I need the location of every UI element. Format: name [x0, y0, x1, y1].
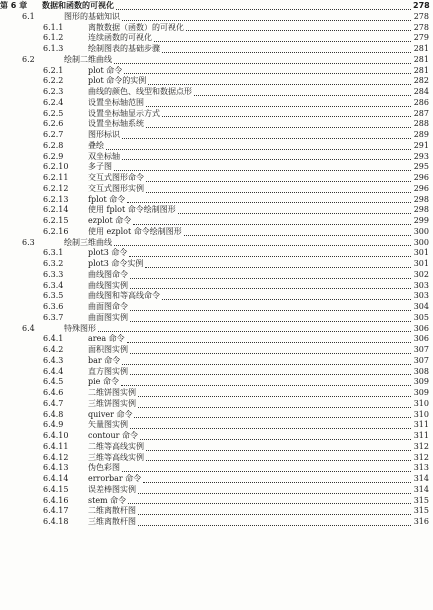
subsection-entry — [0, 173, 433, 184]
entry-page-number: 315 — [413, 506, 429, 516]
entry-title: 二维等高线实例 — [88, 441, 144, 451]
entry-number: 6.2.12 — [43, 183, 69, 193]
entry-number: 6.4.13 — [43, 463, 69, 473]
entry-number: 6.4.2 — [43, 345, 64, 354]
subsection-entry — [0, 152, 433, 163]
subsection-entry — [0, 442, 433, 453]
entry-page-number: 296 — [413, 183, 429, 193]
entry-page-number: 302 — [413, 269, 429, 279]
entry-page-number: 312 — [413, 441, 429, 451]
subsection-entry — [0, 485, 433, 496]
dot-leader — [114, 238, 411, 249]
subsection-entry — [0, 23, 433, 34]
entry-number: 6.1.1 — [43, 22, 64, 32]
entry-title: 曲线图实例 — [88, 280, 128, 290]
entry-page-number: 311 — [413, 420, 429, 430]
entry-title: 曲线图命令 — [88, 269, 128, 279]
entry-page-number: 307 — [413, 355, 429, 365]
dot-leader — [128, 496, 411, 507]
dot-leader — [138, 388, 411, 399]
dot-leader — [194, 87, 411, 98]
dot-leader — [138, 517, 411, 528]
entry-number: 6.4.18 — [43, 517, 69, 526]
entry-number: 6.2.5 — [43, 108, 64, 118]
entry-page-number: 296 — [413, 173, 429, 182]
entry-page-number: 303 — [413, 280, 429, 290]
entry-title: 图形的基础知识 — [64, 11, 120, 21]
dot-leader — [146, 453, 411, 464]
entry-title: contour 命令 — [88, 431, 138, 440]
entry-page-number: 281 — [413, 65, 429, 75]
entry-title: 图形标识 — [88, 130, 120, 139]
entry-number: 6.4.4 — [43, 366, 64, 376]
subsection-entry — [0, 162, 433, 173]
dot-leader — [121, 377, 411, 388]
entry-number: 6.3.3 — [43, 269, 64, 279]
dot-leader — [130, 270, 411, 281]
entry-number: 6.4.16 — [43, 495, 69, 505]
entry-title: 数据和函数的可视化 — [42, 1, 114, 10]
entry-number: 6.4.17 — [43, 506, 69, 516]
dot-leader — [134, 410, 411, 421]
entry-page-number: 279 — [413, 33, 429, 43]
entry-title: 面积图实例 — [88, 345, 128, 354]
subsection-entry — [0, 334, 433, 345]
entry-number: 6.2.1 — [43, 65, 64, 75]
subsection-entry — [0, 463, 433, 474]
entry-page-number: 291 — [413, 140, 429, 150]
dot-leader — [130, 281, 411, 292]
entry-title: plot 命令 — [88, 65, 123, 75]
dot-leader — [162, 44, 411, 55]
subsection-entry — [0, 119, 433, 130]
entry-number: 6.4.15 — [43, 484, 69, 494]
entry-page-number: 301 — [413, 248, 429, 258]
entry-page-number: 284 — [413, 87, 429, 96]
section-entry — [0, 324, 433, 335]
subsection-entry — [0, 517, 433, 528]
entry-number: 6.2.16 — [43, 226, 69, 236]
subsection-entry — [0, 453, 433, 464]
entry-title: 交互式图形实例 — [88, 183, 144, 193]
entry-page-number: 315 — [413, 495, 429, 505]
subsection-entry — [0, 66, 433, 77]
dot-leader — [184, 227, 411, 238]
entry-title: pie 命令 — [88, 377, 119, 387]
entry-title: 设置坐标轴显示方式 — [88, 108, 160, 118]
entry-page-number: 314 — [413, 474, 429, 483]
entry-page-number: 309 — [413, 377, 429, 387]
entry-number: 6.2.11 — [43, 173, 69, 182]
subsection-entry — [0, 87, 433, 98]
dot-leader — [122, 130, 411, 141]
entry-page-number: 310 — [413, 409, 429, 419]
section-entry — [0, 12, 433, 23]
entry-title: 直方图实例 — [88, 366, 128, 376]
entry-title: fplot 命令 — [88, 194, 126, 204]
entry-title: 连续函数的可视化 — [88, 33, 152, 43]
dot-leader — [106, 141, 411, 152]
dot-leader — [130, 302, 411, 313]
dot-leader — [146, 98, 411, 109]
subsection-entry — [0, 356, 433, 367]
subsection-entry — [0, 367, 433, 378]
entry-title: 伪色彩图 — [88, 463, 120, 473]
dot-leader — [146, 442, 411, 453]
dot-leader — [122, 12, 411, 23]
dot-leader — [98, 324, 411, 335]
entry-title: 离散数据（函数）的可视化 — [88, 22, 184, 32]
dot-leader — [138, 485, 411, 496]
dot-leader — [145, 259, 411, 270]
entry-page-number: 295 — [413, 162, 429, 172]
entry-title: 绘制图表的基础步骤 — [88, 44, 160, 53]
section-entry — [0, 238, 433, 249]
entry-title: plot3 命令实例 — [88, 259, 144, 268]
entry-page-number: 305 — [413, 312, 429, 322]
dot-leader — [122, 152, 411, 163]
dot-leader — [140, 431, 411, 442]
entry-page-number: 286 — [413, 97, 429, 107]
entry-number: 第 6 章 — [0, 1, 28, 10]
entry-number: 6.4.14 — [43, 474, 69, 483]
entry-title: 三维离散杆图 — [88, 517, 136, 526]
entry-title: plot3 命令 — [88, 248, 128, 258]
subsection-entry — [0, 227, 433, 238]
dot-leader — [162, 291, 411, 302]
entry-number: 6.4.5 — [43, 377, 64, 387]
subsection-entry — [0, 98, 433, 109]
entry-page-number: 278 — [413, 22, 429, 32]
subsection-entry — [0, 109, 433, 120]
subsection-entry — [0, 248, 433, 259]
entry-number: 6.2.3 — [43, 87, 64, 96]
entry-number: 6.3.6 — [43, 302, 64, 311]
table-of-contents — [0, 1, 433, 528]
subsection-entry — [0, 44, 433, 55]
section-entry — [0, 55, 433, 66]
entry-page-number: 301 — [413, 259, 429, 268]
entry-page-number: 310 — [413, 398, 429, 408]
entry-page-number: 311 — [413, 431, 429, 440]
dot-leader — [146, 119, 411, 130]
entry-page-number: 288 — [413, 119, 429, 129]
entry-title: quiver 命令 — [88, 409, 133, 419]
entry-number: 6.2 — [22, 54, 35, 64]
subsection-entry — [0, 420, 433, 431]
dot-leader — [138, 506, 411, 517]
entry-number: 6.2.8 — [43, 140, 64, 150]
entry-page-number: 307 — [413, 345, 429, 354]
subsection-entry — [0, 216, 433, 227]
entry-title: 绘制三维曲线 — [64, 237, 112, 247]
entry-title: 特殊图形 — [64, 323, 96, 333]
entry-number: 6.2.9 — [43, 151, 64, 161]
dot-leader — [114, 162, 411, 173]
entry-page-number: 300 — [413, 237, 429, 247]
dot-leader — [178, 205, 411, 216]
subsection-entry — [0, 270, 433, 281]
entry-number: 6.4.12 — [43, 452, 69, 462]
entry-title: 交互式图形命令 — [88, 173, 144, 182]
chapter-entry — [0, 1, 433, 12]
subsection-entry — [0, 184, 433, 195]
entry-page-number: 313 — [413, 463, 429, 473]
subsection-entry — [0, 130, 433, 141]
entry-title: errorbar 命令 — [88, 474, 142, 483]
subsection-entry — [0, 506, 433, 517]
entry-title: bar 命令 — [88, 355, 121, 365]
entry-number: 6.4.9 — [43, 420, 64, 430]
dot-leader — [143, 474, 411, 485]
entry-title: 三维饼图实例 — [88, 398, 136, 408]
entry-page-number: 278 — [413, 11, 429, 21]
dot-leader — [138, 399, 411, 410]
subsection-entry — [0, 474, 433, 485]
dot-leader — [154, 33, 411, 44]
entry-number: 6.4.11 — [43, 441, 69, 451]
entry-number: 6.3.1 — [43, 248, 64, 258]
entry-title: 曲线的颜色、线型和数据点形 — [88, 87, 192, 96]
subsection-entry — [0, 431, 433, 442]
entry-page-number: 304 — [413, 302, 429, 311]
dot-leader — [146, 184, 411, 195]
entry-page-number: 306 — [413, 334, 429, 344]
subsection-entry — [0, 205, 433, 216]
entry-title: 设置坐标轴系统 — [88, 119, 144, 129]
entry-page-number: 289 — [413, 130, 429, 139]
entry-title: 二维饼图实例 — [88, 388, 136, 397]
dot-leader — [124, 66, 411, 77]
dot-leader — [130, 367, 411, 378]
entry-number: 6.4 — [22, 323, 35, 333]
entry-page-number: 312 — [413, 452, 429, 462]
entry-page-number: 309 — [413, 388, 429, 397]
dot-leader — [130, 345, 411, 356]
dot-leader — [162, 109, 411, 120]
entry-page-number: 282 — [413, 76, 429, 86]
subsection-entry — [0, 345, 433, 356]
subsection-entry — [0, 302, 433, 313]
entry-title: 使用 fplot 命令绘制图形 — [88, 205, 176, 215]
subsection-entry — [0, 377, 433, 388]
entry-page-number: 303 — [413, 291, 429, 301]
subsection-entry — [0, 313, 433, 324]
entry-page-number: 316 — [413, 517, 429, 526]
entry-page-number: 287 — [413, 108, 429, 118]
dot-leader — [133, 216, 411, 227]
entry-number: 6.2.15 — [43, 216, 69, 225]
dot-leader — [130, 420, 411, 431]
entry-number: 6.2.2 — [43, 76, 64, 86]
entry-number: 6.3.5 — [43, 291, 64, 301]
entry-page-number: 293 — [413, 151, 429, 161]
subsection-entry — [0, 195, 433, 206]
entry-page-number: 300 — [413, 226, 429, 236]
entry-title: plot 命令的实例 — [88, 76, 147, 86]
entry-title: 绘制二维曲线 — [64, 54, 112, 64]
entry-number: 6.2.7 — [43, 130, 64, 139]
entry-title: 多子图 — [88, 162, 112, 172]
entry-number: 6.4.3 — [43, 355, 64, 365]
entry-title: ezplot 命令 — [88, 216, 132, 225]
entry-title: 双坐标轴 — [88, 151, 120, 161]
entry-number: 6.3.4 — [43, 280, 64, 290]
entry-number: 6.3.2 — [43, 259, 64, 268]
dot-leader — [127, 195, 411, 206]
entry-number: 6.1 — [22, 11, 35, 21]
entry-page-number: 299 — [413, 216, 429, 225]
entry-number: 6.2.13 — [43, 194, 69, 204]
subsection-entry — [0, 388, 433, 399]
entry-number: 6.3 — [22, 237, 35, 247]
entry-number: 6.3.7 — [43, 312, 64, 322]
subsection-entry — [0, 291, 433, 302]
entry-title: 曲面图实例 — [88, 312, 128, 322]
entry-number: 6.2.14 — [43, 205, 69, 215]
subsection-entry — [0, 141, 433, 152]
entry-title: 叠绘 — [88, 140, 104, 150]
entry-page-number: 308 — [413, 366, 429, 376]
subsection-entry — [0, 76, 433, 87]
subsection-entry — [0, 399, 433, 410]
entry-page-number: 281 — [413, 44, 429, 53]
dot-leader — [146, 173, 411, 184]
entry-page-number: 298 — [413, 194, 429, 204]
entry-page-number: 314 — [413, 484, 429, 494]
dot-leader — [116, 1, 411, 12]
dot-leader — [122, 463, 411, 474]
dot-leader — [122, 356, 411, 367]
entry-number: 6.4.1 — [43, 334, 64, 344]
entry-page-number: 306 — [413, 323, 429, 333]
dot-leader — [130, 313, 411, 324]
entry-title: 曲面图命令 — [88, 302, 128, 311]
entry-title: area 命令 — [88, 334, 125, 344]
entry-page-number: 278 — [413, 1, 430, 10]
dot-leader — [148, 76, 411, 87]
subsection-entry — [0, 281, 433, 292]
entry-title: 误差棒图实例 — [88, 484, 136, 494]
subsection-entry — [0, 259, 433, 270]
entry-title: 曲线图和等高线命令 — [88, 291, 160, 301]
subsection-entry — [0, 496, 433, 507]
entry-title: 使用 ezplot 命令绘制图形 — [88, 226, 182, 236]
subsection-entry — [0, 410, 433, 421]
entry-title: 矢量图实例 — [88, 420, 128, 430]
entry-number: 6.4.6 — [43, 388, 64, 397]
dot-leader — [114, 55, 411, 66]
subsection-entry — [0, 33, 433, 44]
entry-title: 二维离散杆图 — [88, 506, 136, 516]
entry-title: 设置坐标轴范围 — [88, 97, 144, 107]
entry-title: 三维等高线实例 — [88, 452, 144, 462]
entry-number: 6.4.8 — [43, 409, 64, 419]
entry-page-number: 281 — [413, 54, 429, 64]
entry-title: stem 命令 — [88, 495, 127, 505]
entry-number: 6.1.2 — [43, 33, 64, 43]
entry-number: 6.4.10 — [43, 431, 69, 440]
dot-leader — [129, 248, 411, 259]
dot-leader — [186, 23, 411, 34]
entry-number: 6.2.4 — [43, 97, 64, 107]
entry-number: 6.2.10 — [43, 162, 69, 172]
entry-number: 6.1.3 — [43, 44, 64, 53]
entry-number: 6.4.7 — [43, 398, 64, 408]
dot-leader — [127, 334, 411, 345]
entry-number: 6.2.6 — [43, 119, 64, 129]
entry-page-number: 298 — [413, 205, 429, 215]
